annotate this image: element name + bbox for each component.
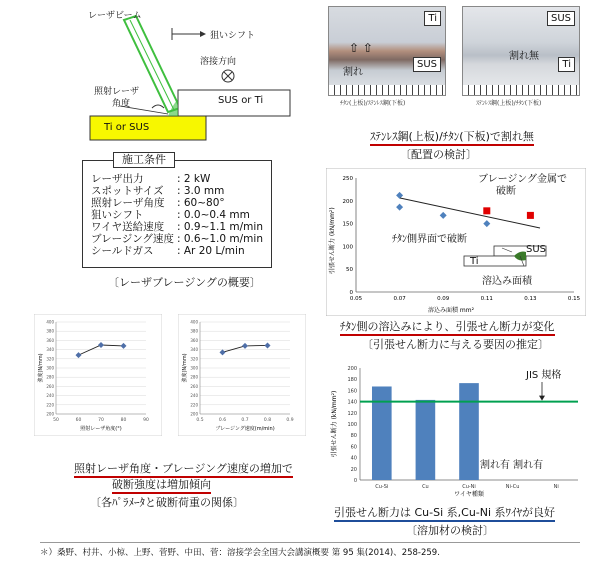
angle-chart-y-tick: 300 bbox=[46, 365, 54, 371]
angle-chart-y-tick: 380 bbox=[46, 328, 54, 334]
bar-y-tick: 160 bbox=[347, 388, 357, 395]
angle-chart-x-tick: 80 bbox=[120, 418, 127, 423]
angle-chart-y-tick: 340 bbox=[46, 347, 54, 353]
brazing-label-line1: ブレージング金属で bbox=[478, 174, 567, 185]
speed-chart-y-tick: 300 bbox=[190, 365, 198, 371]
angle-chart-y-tick: 200 bbox=[46, 411, 54, 417]
brazing-label-line2: 破断 bbox=[496, 186, 516, 197]
bar-y-tick: 120 bbox=[347, 410, 357, 417]
photos-caption-sub: 〔配置の検討〕 bbox=[400, 148, 477, 161]
laser-schematic bbox=[60, 6, 320, 154]
scatter-x-tick: 0.09 bbox=[437, 296, 450, 302]
speed-chart-x-tick: 0.8 bbox=[263, 418, 272, 423]
photo-right-crack-label: 割れ無 bbox=[509, 51, 539, 62]
footnote: ＊）桑野、村井、小椋、上野、菅野、中田、菅：溶接学会全国大会講演概要 第 95 集(2014)、258-259. bbox=[40, 548, 440, 558]
mini-caption-sub: 〔各ﾊﾟﾗﾒｰﾀと破断荷重の関係〕 bbox=[90, 496, 244, 509]
conditions-title: 施工条件 bbox=[113, 152, 175, 168]
mini-caption-line1: 照射レーザ角度・ブレージング速度の増加で bbox=[74, 460, 293, 478]
speed-chart-y-tick: 240 bbox=[190, 393, 198, 399]
scatter-x-tick: 0.07 bbox=[393, 296, 406, 302]
angle-chart-y-tick: 280 bbox=[46, 374, 54, 380]
scatter-point-red bbox=[527, 212, 534, 219]
bar-crack-label: 割れ有 割れ有 bbox=[480, 460, 544, 471]
angle-label-line1: 照射レーザ bbox=[94, 87, 140, 97]
bar bbox=[416, 400, 436, 480]
upper-plate-label: SUS or Ti bbox=[218, 95, 264, 106]
angle-chart-x-axis-label: 照射レーザ角度(°) bbox=[80, 426, 122, 432]
photo-right-caption: ｽﾃﾝﾚｽ鋼(上板)/ﾁﾀﾝ(下板) bbox=[476, 100, 542, 107]
laser-schematic-drawing bbox=[60, 6, 320, 154]
scatter-x-tick: 0.11 bbox=[480, 296, 493, 302]
scatter-y-tick: 150 bbox=[342, 221, 353, 228]
ruler bbox=[463, 85, 579, 95]
ti-tag: Ti bbox=[470, 256, 479, 267]
scatter-point-red bbox=[483, 207, 490, 214]
bar-category-label: Cu bbox=[422, 484, 429, 490]
speed-chart-x-axis-label: ブレージング速度(m/min) bbox=[215, 426, 275, 432]
scatter-y-tick: 250 bbox=[342, 176, 353, 182]
bar bbox=[372, 386, 392, 480]
scatter-caption-main: ﾁﾀﾝ側の溶込みにより、引張せん断力が変化 bbox=[340, 318, 555, 336]
scatter-y-tick: 100 bbox=[342, 244, 353, 251]
bar-chart bbox=[324, 362, 586, 498]
bar-y-tick: 0 bbox=[353, 478, 357, 484]
ruler bbox=[329, 85, 445, 95]
photo-right-top-tag: SUS bbox=[547, 11, 575, 26]
angle-chart-y-axis-label: 強度(N/mm) bbox=[38, 353, 44, 383]
speed-chart-y-tick: 200 bbox=[190, 411, 198, 417]
angle-chart-x-tick: 90 bbox=[143, 418, 149, 423]
speed-line-chart bbox=[178, 314, 306, 436]
footnote-rule bbox=[40, 542, 580, 543]
bar-caption-main: 引張せん断力は Cu-Si 系,Cu-Ni 系ﾜｲﾔが良好 bbox=[334, 504, 555, 522]
photo-left-caption: ﾁﾀﾝ(上板)/ｽﾃﾝﾚｽ鋼(下板) bbox=[340, 100, 406, 107]
scatter-x-axis-label: 溶込み面積 mm² bbox=[428, 307, 475, 314]
bar-category-label: Ni bbox=[553, 484, 559, 490]
speed-chart-y-axis-label: 強度(N/mm) bbox=[182, 353, 188, 383]
angle-label-line2: 角度 bbox=[112, 99, 131, 109]
bar-y-tick: 140 bbox=[347, 399, 357, 406]
bar-y-axis-label: 引張せん断力 (kN/mm²) bbox=[331, 390, 338, 458]
weld-direction-label: 溶接方向 bbox=[200, 57, 237, 67]
fill-area-label: 溶込み面積 bbox=[482, 276, 532, 287]
angle-chart-y-tick: 260 bbox=[46, 383, 54, 389]
lower-plate-label: Ti or SUS bbox=[104, 122, 150, 133]
overview-caption: 〔レーザブレージングの概要〕 bbox=[108, 276, 261, 289]
bar-category-label: Cu-Ni bbox=[462, 484, 476, 490]
angle-chart-y-tick: 240 bbox=[46, 393, 54, 399]
bar-y-tick: 60 bbox=[350, 444, 357, 451]
speed-chart-y-tick: 360 bbox=[190, 337, 198, 343]
conditions-box bbox=[82, 153, 272, 268]
bar-y-tick: 180 bbox=[347, 377, 357, 384]
angle-line-chart bbox=[34, 314, 162, 436]
photo-right bbox=[462, 6, 580, 96]
bar-y-tick: 80 bbox=[350, 433, 357, 440]
scatter-caption-sub: 〔引張せん断力に与える要因の推定〕 bbox=[362, 338, 549, 351]
bar-caption-sub: 〔溶加材の検討〕 bbox=[406, 524, 494, 537]
mini-caption-line2: 破断強度は増加傾向 bbox=[112, 476, 211, 494]
bar-y-tick: 40 bbox=[350, 455, 357, 462]
scatter-y-tick: 50 bbox=[346, 267, 353, 274]
angle-chart-x-tick: 50 bbox=[53, 418, 59, 423]
speed-chart-x-tick: 0.9 bbox=[286, 418, 294, 423]
laser-beam-label: レーザビーム bbox=[88, 11, 142, 21]
photo-left-top-tag: Ti bbox=[424, 11, 441, 26]
aim-shift-label: 狙いシフト bbox=[210, 31, 256, 41]
photo-left bbox=[328, 6, 446, 96]
angle-chart-x-tick: 70 bbox=[98, 418, 104, 423]
bar-y-tick: 200 bbox=[347, 366, 357, 372]
bar-x-axis-label: ワイヤ種類 bbox=[454, 491, 484, 498]
speed-chart-y-tick: 380 bbox=[190, 328, 198, 334]
scatter-x-tick: 0.05 bbox=[349, 296, 363, 302]
angle-chart-y-tick: 320 bbox=[46, 356, 54, 362]
speed-chart-y-tick: 340 bbox=[190, 347, 198, 353]
conditions-list: レーザ出力 : 2 kW スポットサイズ : 3.0 mm 照射レーザ角度 : 60~80° 狙いシフト : 0.0~0.4 mm ワイヤ送給速度 : 0.9~1.1 m/min ブレージング速度 : 0.6~1.0 m/min シールドガス : Ar 20 L/min bbox=[91, 173, 263, 257]
bar-category-label: Ni-Cu bbox=[505, 484, 520, 490]
angle-chart-y-tick: 220 bbox=[46, 402, 54, 408]
angle-chart-y-tick: 360 bbox=[46, 337, 54, 343]
photos-caption-main: ｽﾃﾝﾚｽ鋼(上板)/ﾁﾀﾝ(下板)で割れ無 bbox=[370, 128, 534, 146]
angle-chart-x-tick: 60 bbox=[75, 418, 82, 423]
bar-y-tick: 100 bbox=[347, 422, 357, 428]
photo-right-bottom-tag: Ti bbox=[558, 57, 575, 72]
speed-chart-x-tick: 0.5 bbox=[196, 418, 204, 423]
crack-arrow-icon: ⇧ ⇧ bbox=[349, 41, 373, 55]
sus-tag: SUS bbox=[526, 244, 547, 255]
scatter-x-tick: 0.13 bbox=[524, 296, 537, 302]
bar bbox=[459, 383, 479, 480]
speed-chart-y-tick: 400 bbox=[190, 319, 198, 325]
scatter-y-axis-label: 引張せん断力 (kN/mm²) bbox=[329, 207, 336, 274]
scatter-x-tick: 0.15 bbox=[567, 296, 581, 302]
speed-chart-y-tick: 260 bbox=[190, 383, 198, 389]
speed-chart-x-tick: 0.6 bbox=[218, 418, 227, 423]
bar-y-tick: 20 bbox=[350, 466, 357, 473]
photo-left-bottom-tag: SUS bbox=[413, 57, 441, 72]
ti-break-label: ﾁﾀﾝ側界面で破断 bbox=[392, 234, 467, 245]
speed-chart-y-tick: 280 bbox=[190, 374, 198, 380]
speed-chart-y-tick: 320 bbox=[190, 356, 198, 362]
photo-left-crack-label: 割れ bbox=[343, 67, 363, 78]
scatter-y-tick: 200 bbox=[342, 198, 353, 205]
scatter-y-tick: 0 bbox=[349, 290, 353, 296]
bar-category-label: Cu-Si bbox=[375, 484, 389, 490]
speed-chart-x-tick: 0.7 bbox=[241, 418, 249, 423]
speed-chart-y-tick: 220 bbox=[190, 402, 198, 408]
angle-chart-y-tick: 400 bbox=[46, 319, 54, 325]
jis-label: JIS 規格 bbox=[526, 370, 562, 381]
